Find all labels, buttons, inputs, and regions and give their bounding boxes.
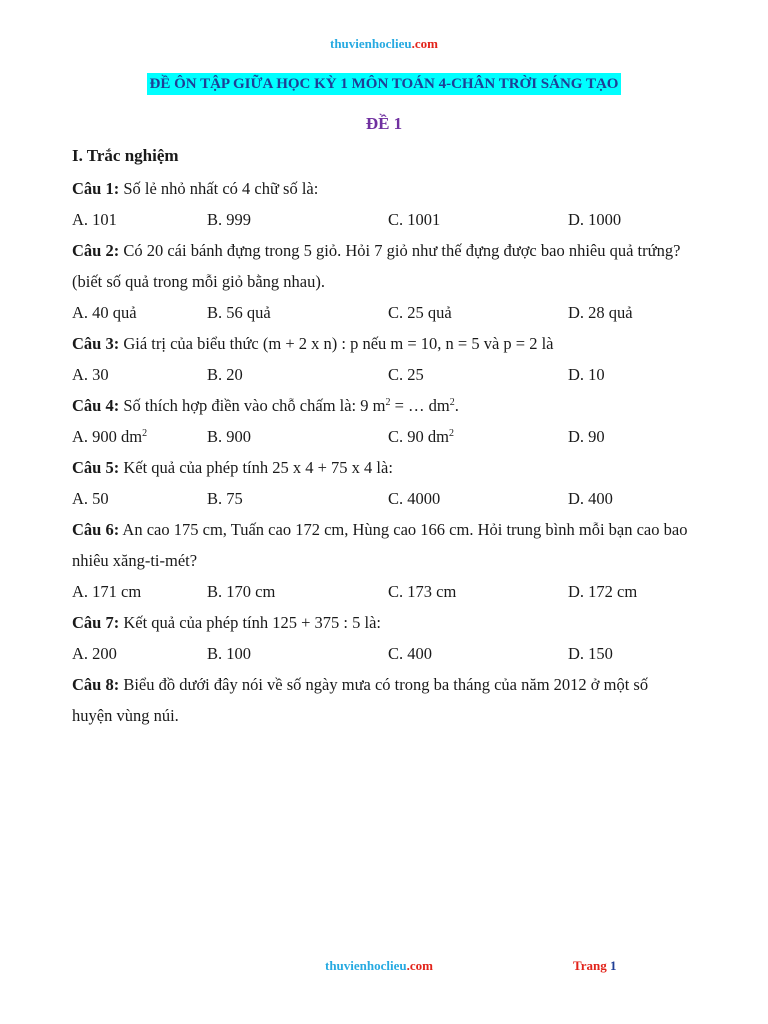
superscript: 2 — [449, 397, 455, 408]
option-a: A. 171 cm — [72, 582, 142, 601]
superscript: 2 — [448, 428, 454, 439]
question-1 — [72, 173, 692, 204]
question-8 — [72, 669, 692, 731]
question-label: Câu 3: — [72, 334, 120, 353]
document-title: ĐỀ ÔN TẬP GIỮA HỌC KỲ 1 MÔN TOÁN 4-CHÂN TRỜI SÁNG TẠO — [147, 73, 622, 95]
option-b: B. 170 cm — [207, 582, 276, 601]
question-label: Câu 6: — [72, 520, 120, 539]
option-a: A. 50 — [72, 489, 109, 508]
question-text: Kết quả của phép tính 125 + 375 : 5 là: — [119, 613, 382, 632]
question-text: Kết quả của phép tính 25 x 4 + 75 x 4 là: — [119, 458, 393, 477]
option-d: D. 172 cm — [568, 582, 638, 601]
option-d: D. 1000 — [568, 210, 622, 229]
option-b: B. 999 — [207, 210, 252, 229]
question-6-options — [72, 576, 692, 607]
question-text: An cao 175 cm, Tuấn cao 172 cm, Hùng cao 166 cm. Hỏi trung bình mỗi bạn cao bao nhiêu xăng-ti-mét? — [72, 520, 688, 570]
question-5 — [72, 452, 692, 483]
question-label: Câu 4: — [72, 396, 120, 415]
option-c: C. 173 cm — [388, 582, 457, 601]
question-2-options — [72, 297, 692, 328]
option-a: A. 40 quả — [72, 303, 137, 322]
question-3 — [72, 328, 692, 359]
question-7 — [72, 607, 692, 638]
option-d: D. 150 — [568, 644, 613, 663]
option-c: C. 1001 — [388, 210, 441, 229]
superscript: 2 — [142, 428, 148, 439]
option-b: B. 100 — [207, 644, 252, 663]
option-a-text: A. 900 dm — [72, 427, 143, 446]
title-wrap — [0, 73, 768, 95]
question-2 — [72, 235, 692, 297]
header-site-link[interactable] — [0, 36, 768, 52]
site-tld: .com — [406, 958, 433, 973]
question-7-options — [72, 638, 692, 669]
site-tld: .com — [411, 36, 438, 51]
question-label: Câu 2: — [72, 241, 120, 260]
question-text-part: Số thích hợp điền vào chỗ chấm là: 9 m — [119, 396, 386, 415]
question-text: Số lẻ nhỏ nhất có 4 chữ số là: — [119, 179, 319, 198]
section-title: I. Trắc nghiệm — [72, 146, 179, 165]
option-c-text: C. 90 dm — [388, 427, 449, 446]
question-5-options — [72, 483, 692, 514]
question-1-options — [72, 204, 692, 235]
option-d: D. 10 — [568, 365, 605, 384]
option-c — [388, 421, 568, 452]
site-name: thuvienhoclieu — [330, 36, 412, 51]
option-a: A. 200 — [72, 644, 117, 663]
document-content — [72, 142, 692, 731]
question-text-part: . — [454, 396, 459, 415]
question-4 — [72, 390, 692, 421]
page-footer — [0, 958, 768, 978]
question-text: Biểu đồ dưới đây nói về số ngày mưa có trong ba tháng của năm 2012 ở một số huyện vùng núi. — [72, 675, 649, 725]
superscript: 2 — [385, 397, 391, 408]
question-label: Câu 8: — [72, 675, 120, 694]
page-digit: 1 — [609, 958, 617, 973]
option-b: B. 56 quả — [207, 303, 271, 322]
question-text-part: = … dm — [390, 396, 450, 415]
option-c: C. 400 — [388, 644, 433, 663]
option-c: C. 25 — [388, 365, 424, 384]
footer-site-link[interactable] — [325, 958, 433, 974]
question-6 — [72, 514, 692, 576]
question-text: Giá trị của biểu thức (m + 2 x n) : p nếu m = 10, n = 5 và p = 2 là — [119, 334, 554, 353]
question-label: Câu 1: — [72, 179, 120, 198]
option-a: A. 30 — [72, 365, 109, 384]
option-a: A. 101 — [72, 210, 117, 229]
option-a — [72, 421, 207, 452]
option-b: B. 900 — [207, 427, 252, 446]
question-4-options — [72, 421, 692, 452]
question-3-options — [72, 359, 692, 390]
option-d: D. 28 quả — [568, 303, 633, 322]
question-label: Câu 7: — [72, 613, 120, 632]
option-d: D. 90 — [568, 427, 605, 446]
option-d: D. 400 — [568, 489, 613, 508]
option-c: C. 25 quả — [388, 303, 452, 322]
option-c: C. 4000 — [388, 489, 441, 508]
exam-number: ĐỀ 1 — [365, 114, 403, 133]
question-text: Có 20 cái bánh đựng trong 5 giỏ. Hỏi 7 giỏ như thế đựng được bao nhiêu quả trứng? (biết số quả trong mỗi giỏ bằng nhau). — [72, 241, 681, 291]
page-number — [573, 958, 616, 974]
option-b: B. 20 — [207, 365, 243, 384]
page-label: Trang — [573, 958, 610, 973]
site-name: thuvienhoclieu — [325, 958, 407, 973]
question-label: Câu 5: — [72, 458, 120, 477]
option-b: B. 75 — [207, 489, 243, 508]
